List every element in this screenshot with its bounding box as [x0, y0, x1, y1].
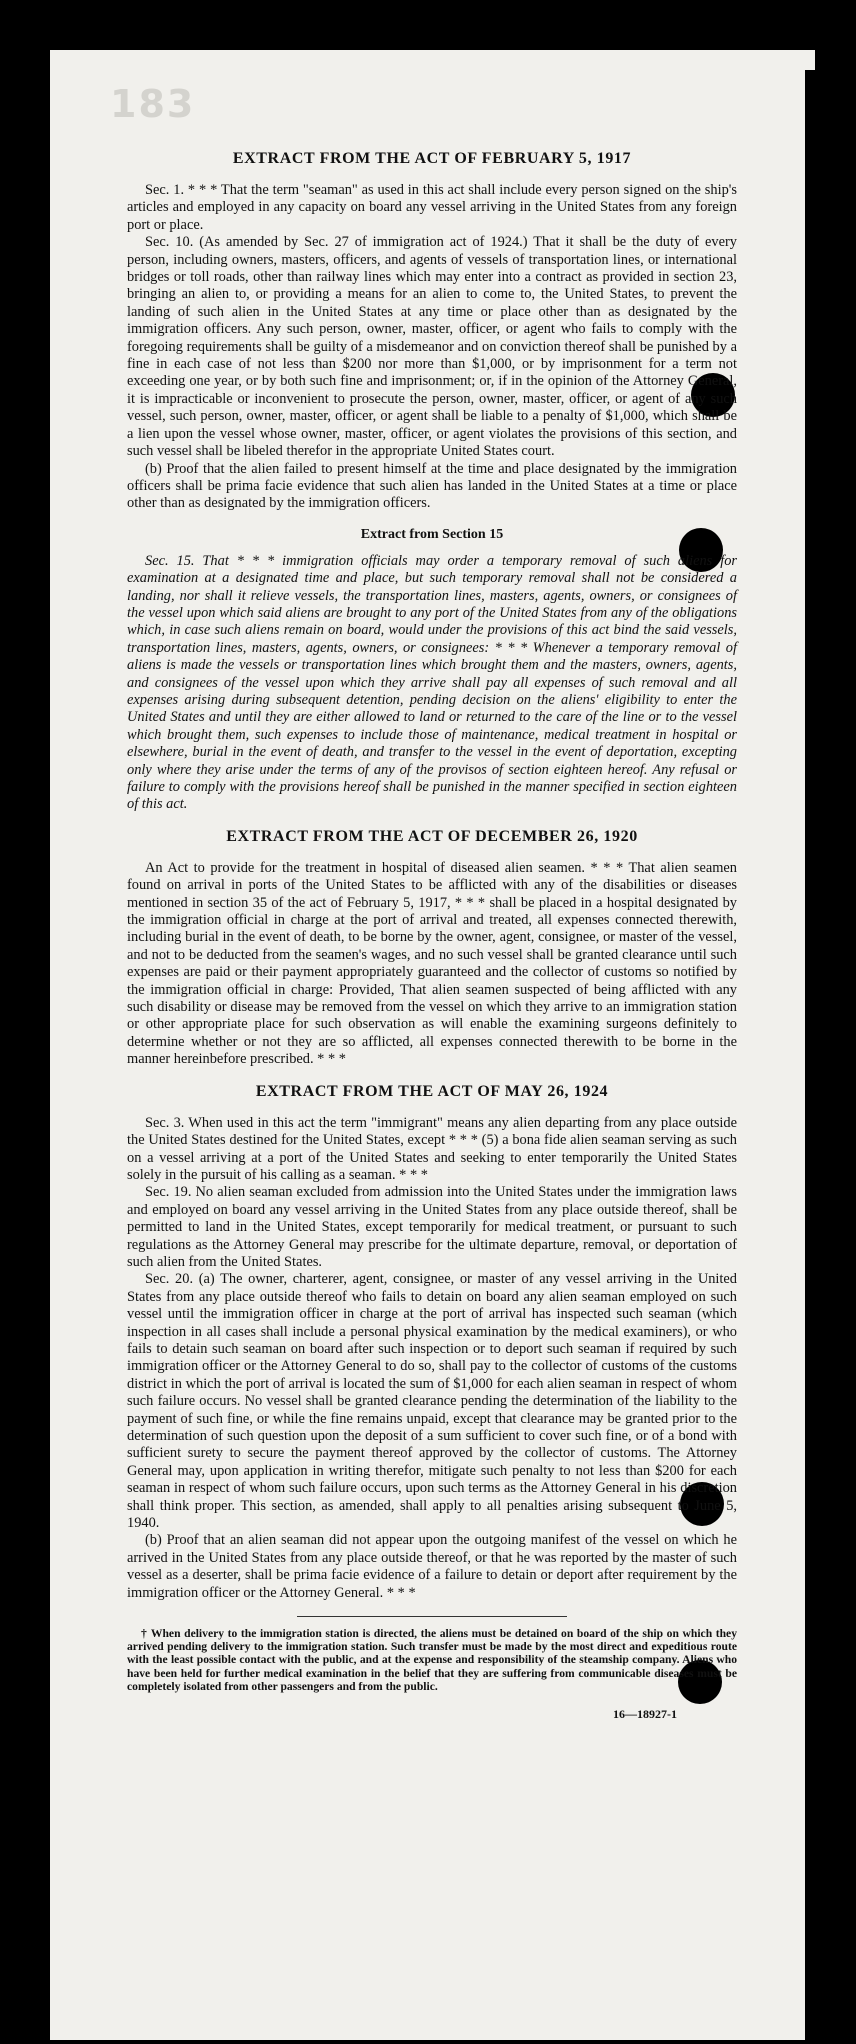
- paragraph-sec-1: Sec. 1. * * * That the term "seaman" as used in this act shall include every person signed on the ship's articles and employed in any capacity on board any vessel arriving in the United States from any foreign port or place.: [127, 182, 737, 233]
- footnote-divider: [297, 1616, 567, 1617]
- page-number-stamp: 183: [110, 82, 196, 126]
- paragraph-sec-20-b: (b) Proof that an alien seaman did not appear upon the outgoing manifest of the vessel on which he arrived in the United States from any place outside thereof, or that he was reported by the master of such vessel as a deserter, shall be prima facie evidence of a failure to detain or deport after requirement by the immigration officer or the Attorney General. * * *: [127, 1532, 737, 1601]
- document-page: [50, 50, 805, 2040]
- section-subheading: Extract from Section 15: [360, 526, 504, 542]
- paragraph-sec-10: Sec. 10. (As amended by Sec. 27 of immigration act of 1924.) That it shall be the duty of every person, including owners, masters, officers, and agents of vessels of transportation lines, or international bridges or toll roads, other than railway lines which may enter into a contract as provided in section 23, bringing an alien to, or providing a means for an alien to come to, the United States, to prevent the landing of such alien in the United States at any time or place other than as designated by the immigration officers. Any such person, owner, master, officer, or agent who fails to comply with the foregoing requirements shall be guilty of a misdemeanor and on conviction thereof shall be punished by a fine in each case of not less than $200 nor more than $1,000, or by imprisonment for a term not exceeding one year, or by both such fine and imprisonment; or, if in the opinion of the Attorney General, it is impracticable or inconvenient to prosecute the person, owner, master, officer, or agent of any such vessel, such person, owner, master, officer, or agent shall be liable to a penalty of $1,000, which shall be a lien upon the vessel whose owner, master, officer, or agent violates the provisions of this section, and such vessel shall be libeled therefor in the appropriate United States court.: [127, 234, 737, 460]
- paragraph-sec-3: Sec. 3. When used in this act the term "immigrant" means any alien departing from any place outside the United States destined for the United States, except * * * (5) a bona fide alien seaman serving as such on a vessel arriving at a port of the United States and seeking to enter temporarily the United States solely in the pursuit of his calling as a seaman. * * *: [127, 1114, 737, 1183]
- section-extract-15: [127, 527, 737, 814]
- section-act-1917: [127, 150, 737, 513]
- paragraph-sec-10-b: (b) Proof that the alien failed to present himself at the time and place designated by the immigration officers shall be prima facie evidence that such alien has landed in the United States at a time or place other than as designated by the immigration officers.: [127, 460, 737, 512]
- section-act-1920: [127, 828, 737, 1069]
- section-heading: EXTRACT FROM THE ACT OF DECEMBER 26, 1920: [226, 827, 638, 845]
- document-body: [127, 150, 737, 1722]
- section-heading: EXTRACT FROM THE ACT OF MAY 26, 1924: [255, 1082, 609, 1100]
- footnote: † When delivery to the immigration station is directed, the aliens must be detained on board of the ship on which they arrived pending delivery to the immigration station. Such transfer must be made by the most direct and expeditious route with the least possible contact with the public, and at the expense and responsibility of the steamship company. Aliens who have been held for further medical examination in the belief that they are suffering from communicable diseases must be completely isolated from other passengers and from the public.: [127, 1627, 737, 1693]
- form-number: 16—18927-1: [613, 1707, 677, 1722]
- section-act-1924: [127, 1083, 737, 1602]
- page-corner: [805, 50, 815, 70]
- paragraph-sec-20-a: Sec. 20. (a) The owner, charterer, agent, consignee, or master of any vessel arriving in the United States from any place outside thereof who fails to detain on board any alien seaman employed on such vessel until the immigration officer in charge at the port of arrival has inspected such seaman (which inspection in all cases shall include a personal physical examination by the medical examiners), or who fails to detain such seaman on board after such inspection or to deport such seaman if required by such immigration officer or the Attorney General to do so, shall pay to the collector of customs of the customs district in which the port of arrival is located the sum of $1,000 for each alien seaman in respect of whom such failure occurs. No vessel shall be granted clearance pending the determination of the liability to the payment of such fine, or while the fine remains unpaid, except that clearance may be granted prior to the determination of such question upon the deposit of a sum sufficient to cover such fine, or of a bond with sufficient surety to secure the payment thereof approved by the collector of customs. The Attorney General may, upon application in writing therefor, mitigate such penalty to not less than $200 for each seaman in respect of whom such failure occurs, upon such terms as the Attorney General in his discretion shall think proper. This section, as amended, shall apply to all penalties arising subsequent to June 5, 1940.: [127, 1271, 737, 1532]
- paragraph-sec-19: Sec. 19. No alien seaman excluded from admission into the United States under the immigration laws and employed on board any vessel arriving in the United States from any place outside thereof, shall be permitted to land in the United States, except temporarily for medical treatment, or pursuant to such regulations as the Attorney General may prescribe for the ultimate departure, removal, or deportation of such alien from the United States.: [127, 1184, 737, 1270]
- paragraph-act-1920: An Act to provide for the treatment in hospital of diseased alien seamen. * * * That alien seamen found on arrival in ports of the United States to be afflicted with any of the disabilities or diseases mentioned in section 35 of the act of February 5, 1917, * * * shall be placed in a hospital designated by the immigration official in charge at the port of arrival and treated, all expenses connected therewith, including burial in the event of death, to be borne by the owner, agent, consignee, or master of the vessel, and not to be deducted from the seamen's wages, and no such vessel shall be granted clearance until such expenses are paid or their payment appropriately guaranteed and the collector of customs so notified by the immigration official in charge: Provided, That alien seamen suspected of being afflicted with any such disability or disease may be removed from the vessel on which they arrive to an immigration station or other appropriate place for such observation as will enable the examining surgeons definitely to determine whether or not they are so afflicted, all expenses connected therewith to be borne in the manner hereinbefore prescribed. * * *: [127, 859, 737, 1068]
- section-heading: EXTRACT FROM THE ACT OF FEBRUARY 5, 1917: [232, 150, 632, 167]
- paragraph-sec-15: Sec. 15. That * * * immigration officials may order a temporary removal of such aliens for examination at a designated time and place, but such temporary removal shall not be considered a landing, nor shall it relieve vessels, the transportation lines, masters, agents, owners, or consignees of the vessel upon which said aliens are brought to any port of the United States from any of the obligations which, in case such aliens remain on board, would under the provisions of this act bind the said vessels, transportation lines, masters, agents, owners, or consignees: * * * Whenever a temporary removal of aliens is made the vessels or transportation lines which brought them and the masters, owners, agents, and consignees of the vessel upon which they arrive shall pay all expenses of such removal and all expenses arising during subsequent detention, pending decision on the aliens' eligibility to enter the United States and until they are either allowed to land or returned to the care of the line or to the vessel which brought them, such expenses to include those of maintenance, medical treatment in hospital or elsewhere, burial in the event of death, and transfer to the vessel in the event of deportation, excepting only where they arise under the terms of any of the provisos of section eighteen hereof. Any refusal or failure to comply with the provisions hereof shall be punished in the manner specified in section eighteen of this act.: [127, 552, 737, 813]
